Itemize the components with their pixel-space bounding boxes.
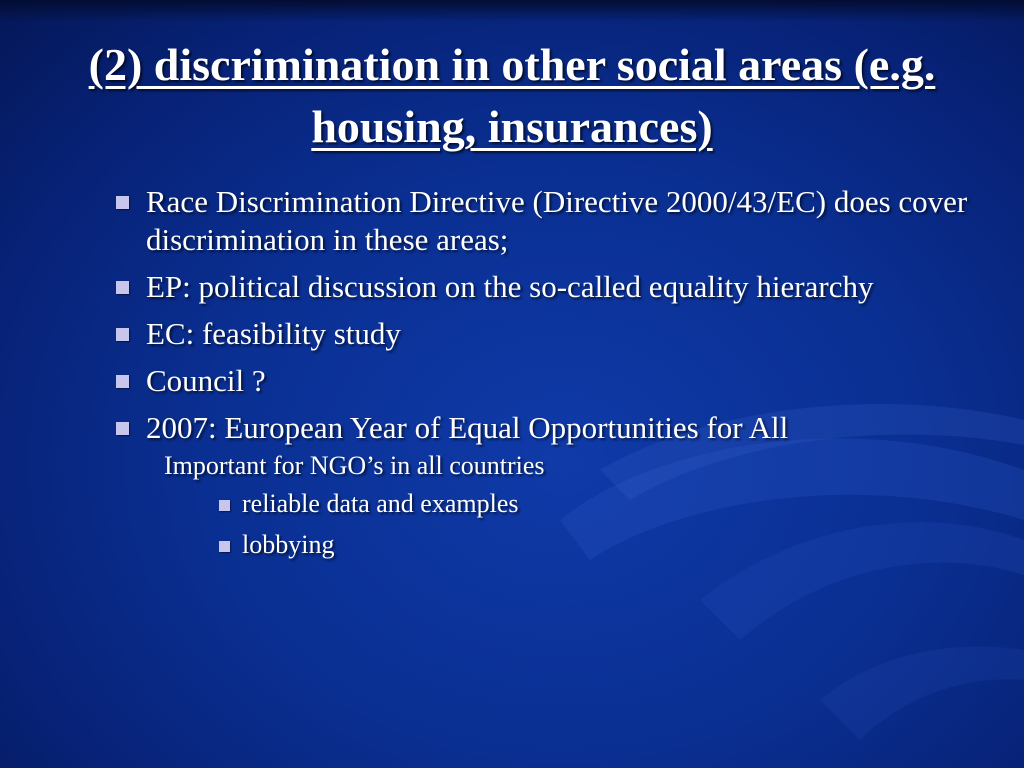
sub-bullet-item [112,529,992,561]
square-bullet-icon [116,375,129,388]
bullet-text: 2007: European Year of Equal Opportunities for All [146,410,789,445]
square-bullet-icon [219,541,230,552]
bullet-item [112,183,992,259]
bullet-item [112,315,992,353]
bullet-text: EC: feasibility study [146,316,401,351]
slide-title: (2) discrimination in other social areas (e.g. housing, insurances) [88,39,936,152]
sub-bullet-text: lobbying [242,530,335,559]
square-bullet-icon [116,281,129,294]
sub-bullet-item [112,488,992,520]
square-bullet-icon [219,500,230,511]
sub-bullet-text: reliable data and examples [242,489,519,518]
square-bullet-icon [116,422,129,435]
bullet-item [112,409,992,447]
bullet-item [112,268,992,306]
bullet-item [112,362,992,400]
bullet-text: EP: political discussion on the so-called equality hierarchy [146,269,874,304]
bullet-text: Race Discrimination Directive (Directive 2000/43/EC) does cover discrimination in these areas; [146,184,968,257]
sub-note: Important for NGO’s in all countries [164,451,545,480]
square-bullet-icon [116,196,129,209]
square-bullet-icon [116,328,129,341]
slide-body [112,183,992,570]
bullet-text: Council ? [146,363,266,398]
